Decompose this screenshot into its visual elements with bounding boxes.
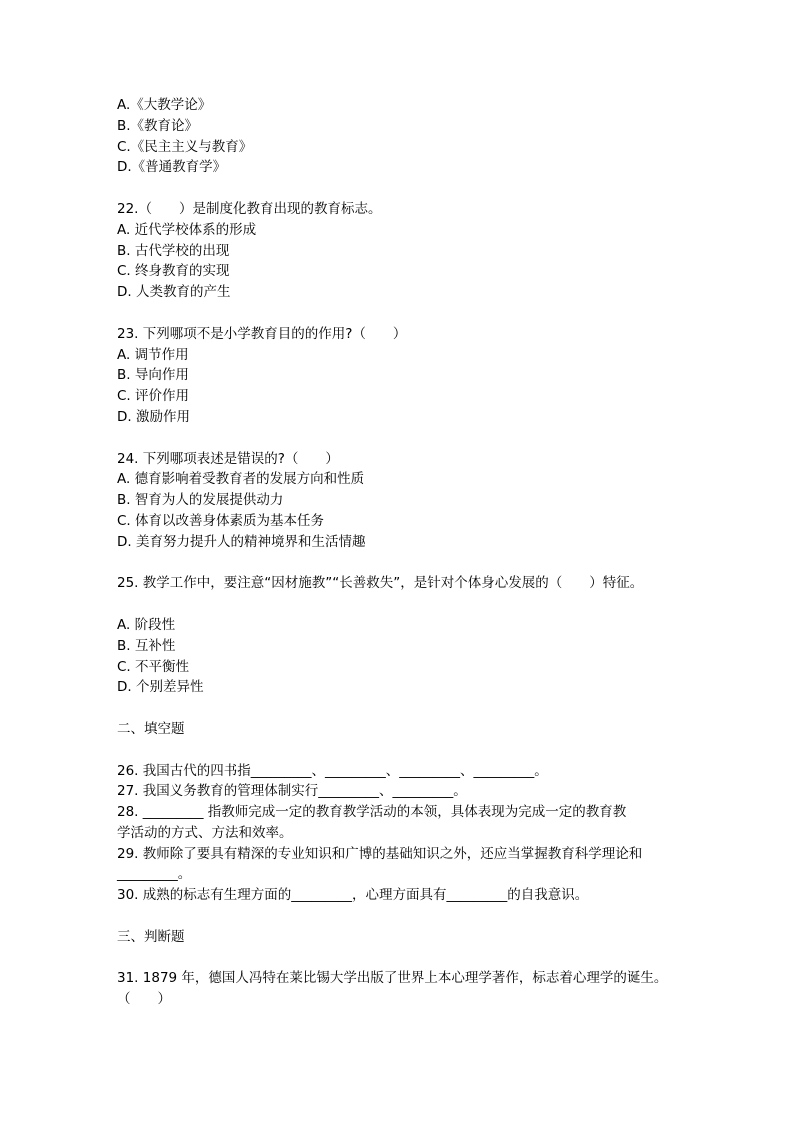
blank-line (117, 740, 717, 761)
blank-line (117, 698, 717, 719)
blank-line (117, 553, 717, 574)
text-line: 28. _________ 指教师完成一定的教育教学活动的本领，具体表现为完成一定的教育教 (117, 804, 627, 821)
document-body (117, 95, 717, 1010)
text-line: 二、填空题 (117, 720, 185, 737)
text-line: A. 调节作用 (117, 346, 189, 363)
text-line: B. 导向作用 (117, 367, 189, 384)
text-line: _________。 (117, 866, 192, 883)
text-line: 22.（ ）是制度化教育出现的教育标志。 (117, 200, 382, 217)
text-line: 30. 成熟的标志有生理方面的_________，心理方面具有_________的自我意识。 (117, 887, 589, 904)
text-line: 26. 我国古代的四书指_________、_________、_________、_________。 (117, 762, 548, 779)
text-line: D. 美育努力提升人的精神境界和生活情趣 (117, 533, 366, 550)
text-line: 25. 教学工作中，要注意“因材施教”“长善救失”，是针对个体身心发展的（ ）特征。 (117, 575, 644, 592)
text-line: （ ） (117, 991, 171, 1008)
text-line: 29. 教师除了要具有精深的专业知识和广博的基础知识之外，还应当掌握教育科学理论和 (117, 845, 643, 862)
text-line: A. 近代学校体系的形成 (117, 221, 257, 238)
text-line: D. 个别差异性 (117, 679, 204, 696)
text-line: C.《民主主义与教育》 (117, 138, 253, 155)
text-line: A. 德育影响着受教育者的发展方向和性质 (117, 471, 365, 488)
blank-line (117, 948, 717, 969)
text-line: B. 互补性 (117, 637, 176, 654)
text-line: B. 智育为人的发展提供动力 (117, 492, 284, 509)
text-line: A. 阶段性 (117, 616, 176, 633)
text-line: B. 古代学校的出现 (117, 242, 230, 259)
text-line: A.《大教学论》 (117, 97, 212, 113)
text-line: D. 人类教育的产生 (117, 284, 231, 301)
text-line: 27. 我国义务教育的管理体制实行_________、_________。 (117, 783, 467, 800)
blank-line (117, 906, 717, 927)
text-line: 23. 下列哪项不是小学教育目的的作用?（ ） (117, 325, 407, 342)
text-line: D.《普通教育学》 (117, 159, 227, 176)
blank-line (117, 303, 717, 324)
text-line: 三、判断题 (117, 928, 185, 945)
text-line: 24. 下列哪项表述是错误的?（ ） (117, 450, 339, 467)
blank-line (117, 178, 717, 199)
text-line: C. 体育以改善身体素质为基本任务 (117, 512, 325, 529)
text-line: D. 激励作用 (117, 408, 190, 425)
text-line: 学活动的方式、方法和效率。 (117, 824, 293, 841)
text-line: C. 终身教育的实现 (117, 263, 230, 280)
blank-line (117, 594, 717, 615)
text-line: B.《教育论》 (117, 117, 199, 134)
text-line: C. 评价作用 (117, 388, 190, 405)
text-line: 31. 1879 年，德国人冯特在莱比锡大学出版了世界上本心理学著作，标志着心理学的诞生。 (117, 970, 668, 987)
blank-line (117, 428, 717, 449)
text-line: C. 不平衡性 (117, 658, 190, 675)
